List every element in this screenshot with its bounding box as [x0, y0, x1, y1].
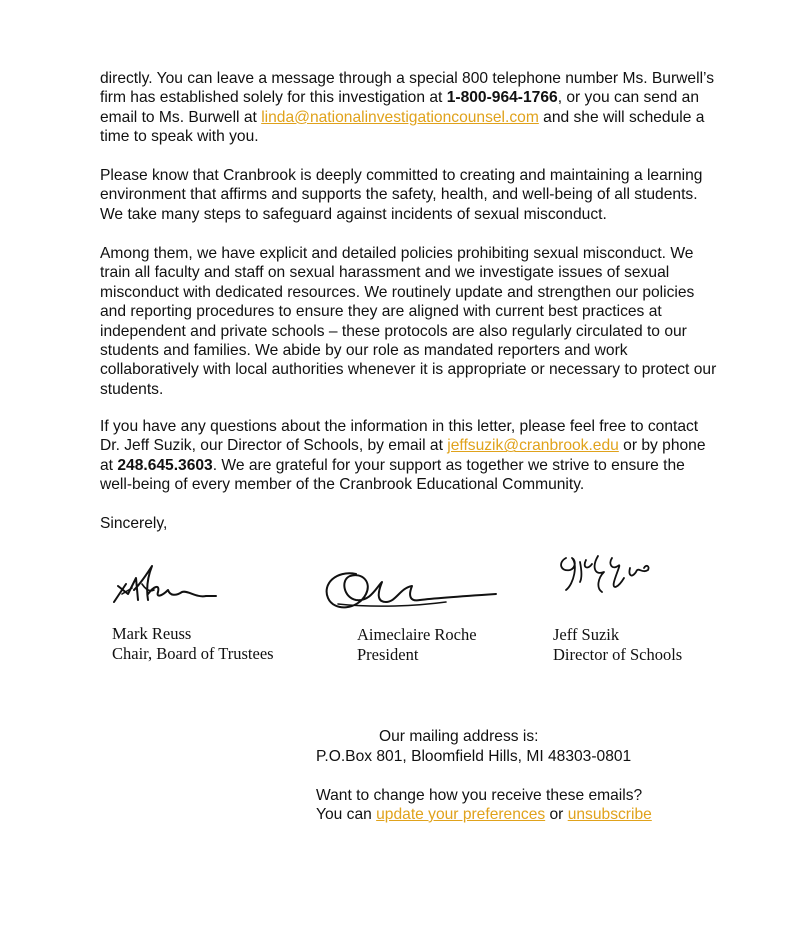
- paragraph-questions: [100, 417, 720, 495]
- paragraph-text: directly. You can leave a message through a special 800 telephone number Ms. Burwell’s firm has established solely for this investigation at: [100, 70, 715, 107]
- preferences-text: You can: [316, 806, 377, 823]
- signatory-mark-reuss: [112, 624, 274, 663]
- signature-mark-reuss: [108, 560, 223, 610]
- signature-jeff-suzik: [552, 548, 662, 603]
- paragraph-contact-investigator: [100, 69, 720, 147]
- signatory-jeff-suzik: [553, 625, 682, 664]
- preferences-text: or: [545, 806, 568, 823]
- signature-aimeclaire-roche: [316, 562, 501, 617]
- closing-salutation: Sincerely,: [100, 515, 168, 532]
- paragraph-policies: Among them, we have explicit and detailed policies prohibiting sexual misconduct. We train all faculty and staff on sexual harassment and we investigate issues of sexual misconduct with dedicated resources. We routinely update and strengthen our policies and reporting procedures to ensure they are aligned with current best practices at independent and private schools – these protocols are also regularly circulated to our students and families. We abide by our role as mandated reporters and work collaboratively with local authorities whenever it is appropriate or necessary to protect our students.: [100, 245, 717, 398]
- paragraph-text: If you have any questions about the information in this letter, please feel free to contact Dr. Jeff Suzik, our Director of Schools, by email at: [100, 418, 699, 455]
- investigator-email-link[interactable]: linda@nationalinvestigationcounsel.com: [261, 108, 539, 126]
- mailing-address: P.O.Box 801, Bloomfield Hills, MI 48303-0801: [316, 748, 632, 765]
- signatory-title: Director of Schools: [553, 644, 683, 664]
- paragraph-text: . We are grateful for your support as together we strive to ensure the well-being of every member of the Cranbrook Educational Community.: [100, 456, 685, 494]
- director-phone-number: 248.645.3603: [117, 456, 213, 474]
- paragraph-text: and she will schedule a time to speak with you.: [100, 108, 705, 146]
- signatory-title: Chair, Board of Trustees: [112, 643, 274, 663]
- signatory-title: President: [357, 644, 419, 664]
- signatory-name: Aimeclaire Roche: [357, 625, 477, 644]
- paragraph-text: , or you can send an email to Ms. Burwell at: [100, 89, 699, 126]
- mailing-address-heading: Our mailing address is:: [379, 728, 539, 745]
- signatory-aimeclaire-roche: [357, 625, 477, 664]
- signatory-name: Mark Reuss: [112, 624, 192, 643]
- paragraph-commitment: Please know that Cranbrook is deeply committed to creating and maintaining a learning environment that affirms and supports the safety, health, and well-being of all students. We take many steps to safeguard against incidents of sexual misconduct.: [100, 167, 703, 223]
- signatory-name: Jeff Suzik: [553, 625, 620, 644]
- paragraph-text: or by phone at: [100, 437, 706, 474]
- director-email-link[interactable]: jeffsuzik@cranbrook.edu: [447, 437, 619, 455]
- email-preferences-prompt: Want to change how you receive these emails?: [316, 787, 643, 804]
- update-preferences-link[interactable]: update your preferences: [376, 806, 546, 823]
- investigation-phone-number: 1-800-964-1766: [446, 89, 558, 107]
- unsubscribe-link[interactable]: unsubscribe: [567, 806, 652, 823]
- email-preferences-line: [316, 805, 652, 824]
